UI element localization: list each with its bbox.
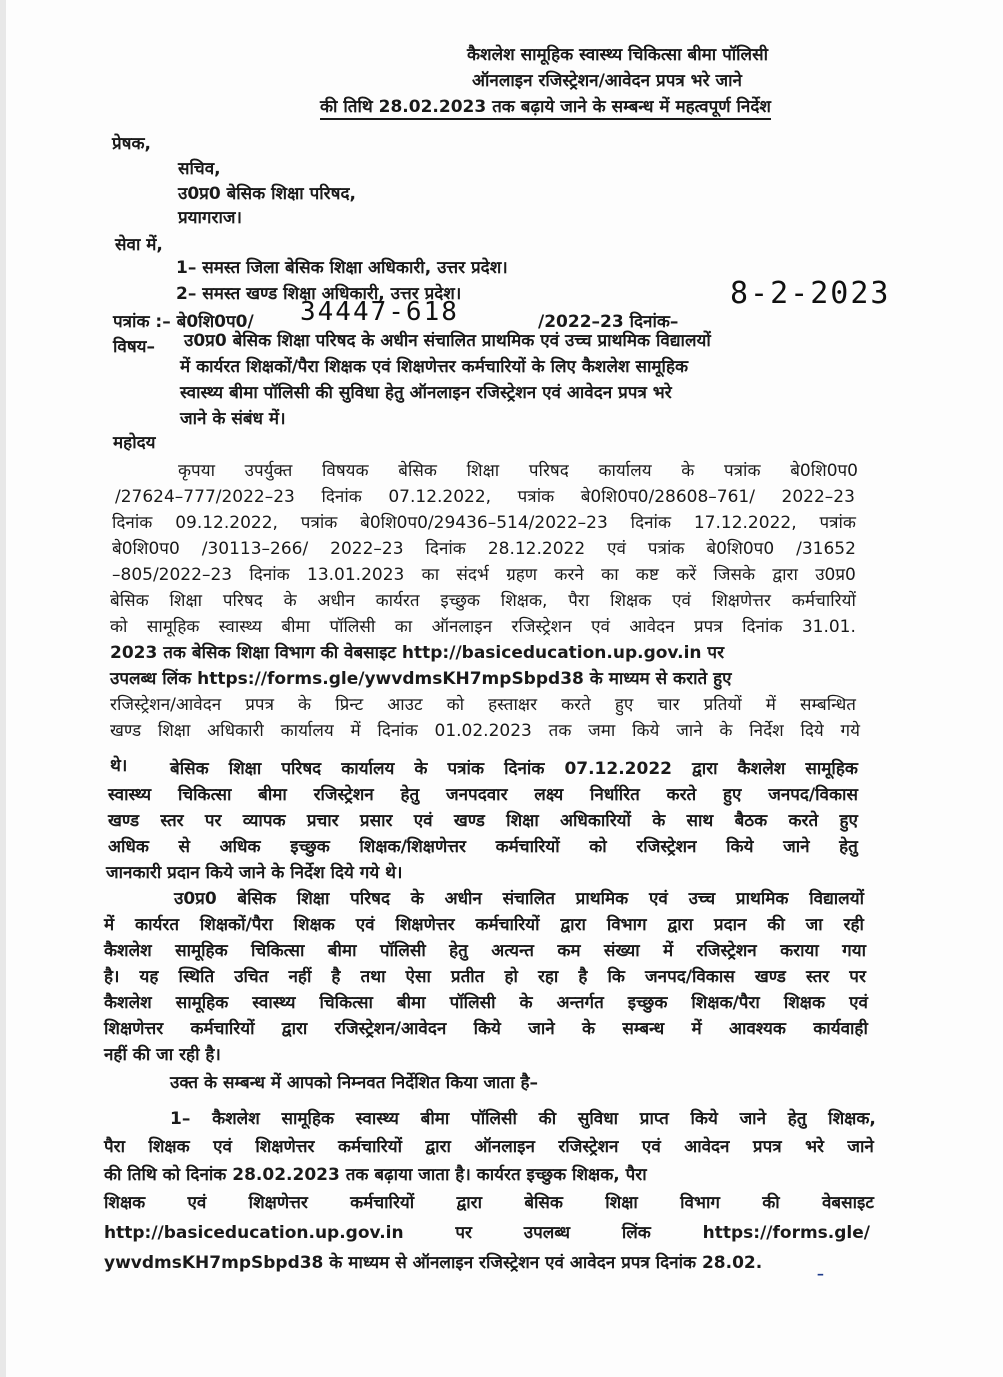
header-line-2: ऑनलाइन रजिस्ट्रेशन/आवेदन प्रपत्र भरे जाने	[472, 71, 742, 91]
para1-line: उपलब्ध लिंक https://forms.gle/ywvdmsKH7mpSbpd38 के माध्यम से कराते हुए	[110, 669, 732, 689]
handwritten-correction-mark: ˍ	[815, 1256, 826, 1277]
para3-line: शिक्षणेत्तर कर्मचारियों द्वारा रजिस्ट्रेशन/आवेदन किये जाने के सम्बन्ध में आवश्यक कार्यवाही	[104, 1019, 868, 1039]
sender-label: प्रेषक,	[112, 134, 152, 154]
para1-line: दिनांक 09.12.2022, पत्रांक बे0शि0प0/29436–514/2022–23 दिनांक 17.12.2022, पत्रांक	[112, 513, 856, 533]
sender-line-1: सचिव,	[178, 159, 221, 179]
point1-line: 1– कैशलेश सामूहिक स्वास्थ्य बीमा पॉलिसी की सुविधा प्राप्त किये जाने हेतु शिक्षक,	[170, 1109, 876, 1129]
para1-line: /27624–777/2022–23 दिनांक 07.12.2022, पत्रांक बे0शि0प0/28608–761/ 2022–23	[115, 487, 855, 507]
para4-intro: उक्त के सम्बन्ध में आपको निम्नवत निर्देशित किया जाता है–	[170, 1073, 539, 1093]
point1-line: शिक्षक एवं शिक्षणेत्तर कर्मचारियों द्वारा बेसिक शिक्षा विभाग की वेबसाइट	[104, 1193, 874, 1213]
point1-line: ywvdmsKH7mpSbpd38 के माध्यम से ऑनलाइन रजिस्ट्रेशन एवं आवेदन प्रपत्र दिनांक 28.02.	[104, 1253, 763, 1273]
para1-line: खण्ड शिक्षा अधिकारी कार्यालय में दिनांक 01.02.2023 तक जमा किये जाने के निर्देश दिये गये	[110, 721, 860, 741]
header-line-3-text: की तिथि 28.02.2023 तक बढ़ाये जाने के सम्बन्ध में महत्वपूर्ण निर्देश	[320, 97, 771, 120]
page-edge	[0, 0, 6, 1377]
point1-line: पैरा शिक्षक एवं शिक्षणेत्तर कर्मचारियों द्वारा ऑनलाइन रजिस्ट्रेशन एवं आवेदन प्रपत्र भरे जाने	[104, 1137, 874, 1157]
handwritten-date: 8-2-2023	[730, 276, 891, 311]
para1-line: बे0शि0प0 /30113–266/ 2022–23 दिनांक 28.12.2022 एवं पत्रांक बे0शि0प0 /31652	[112, 539, 856, 559]
para1-line: थे।	[110, 756, 128, 776]
point1-line: की तिथि को दिनांक 28.02.2023 तक बढ़ाया जाता है। कार्यरत इच्छुक शिक्षक, पैरा	[104, 1165, 647, 1185]
para1-line: 2023 तक बेसिक शिक्षा विभाग की वेबसाइट http://basiceducation.up.gov.in पर	[110, 643, 725, 663]
subject-line-4: जाने के संबंध में।	[180, 409, 286, 429]
para3-line: है। यह स्थिति उचित नहीं है तथा ऐसा प्रतीत हो रहा है कि जनपद/विकास खण्ड स्तर पर	[104, 967, 866, 987]
recipient-2: 2– समस्त खण्ड शिक्षा अधिकारी, उत्तर प्रदेश।	[176, 284, 462, 304]
para2-line: स्वास्थ्य चिकित्सा बीमा रजिस्ट्रेशन हेतु जनपदवार लक्ष्य निर्धारित करते हुए जनपद/विकास	[108, 785, 858, 805]
para2-line: अधिक से अधिक इच्छुक शिक्षक/शिक्षणेत्तर कर्मचारियों को रजिस्ट्रेशन किये जाने हेतु	[108, 837, 858, 857]
reference-year: /2022–23 दिनांक–	[538, 312, 679, 332]
sender-line-3: प्रयागराज।	[178, 208, 242, 228]
recipient-1: 1– समस्त जिला बेसिक शिक्षा अधिकारी, उत्तर प्रदेश।	[176, 258, 508, 278]
subject-label: विषय–	[113, 337, 156, 357]
para2-line: खण्ड स्तर पर व्यापक प्रचार प्रसार एवं खण्ड शिक्षा अधिकारियों के साथ बैठक करते हुए	[108, 811, 858, 831]
sender-line-2: उ0प्र0 बेसिक शिक्षा परिषद,	[178, 184, 356, 204]
para3-line: कैशलेश सामूहिक स्वास्थ्य चिकित्सा बीमा पॉलिसी के अन्तर्गत इच्छुक शिक्षक/पैरा शिक्षक एवं	[104, 993, 868, 1013]
subject-line-1: उ0प्र0 बेसिक शिक्षा परिषद के अधीन संचालित प्राथमिक एवं उच्च प्राथमिक विद्यालयों	[184, 331, 711, 351]
para3-line: कैशलेश सामूहिक चिकित्सा बीमा पॉलिसी हेतु अत्यन्त कम संख्या में रजिस्ट्रेशन कराया गया	[104, 941, 866, 961]
para1-line: रजिस्ट्रेशन/आवेदन प्रपत्र के प्रिन्ट आउट को हस्ताक्षर करते हुए चार प्रतियों में सम्बन्धित	[110, 695, 856, 715]
handwritten-letter-number: 34447-618	[300, 297, 459, 327]
para1-line: कृपया उपर्युक्त विषयक बेसिक शिक्षा परिषद कार्यालय के पत्रांक बे0शि0प0	[178, 461, 858, 481]
header-line-1: कैशलेश सामूहिक स्वास्थ्य चिकित्सा बीमा पॉलिसी	[467, 45, 768, 65]
reference-label: पत्रांक :– बे0शि0प0/	[113, 312, 254, 332]
para1-line: बेसिक शिक्षा परिषद के अधीन कार्यरत इच्छुक शिक्षक, पैरा शिक्षक एवं शिक्षणेत्तर कर्मचारियों	[110, 591, 856, 611]
para3-line: नहीं की जा रही है।	[104, 1045, 221, 1065]
subject-line-3: स्वास्थ्य बीमा पॉलिसी की सुविधा हेतु ऑनलाइन रजिस्ट्रेशन एवं आवेदन प्रपत्र भरे	[180, 383, 672, 403]
point1-line: http://basiceducation.up.gov.in पर उपलब्ध लिंक https://forms.gle/	[104, 1223, 870, 1243]
para2-line: जानकारी प्रदान किये जाने के निर्देश दिये गये थे।	[106, 863, 403, 883]
para2-line: बेसिक शिक्षा परिषद कार्यालय के पत्रांक दिनांक 07.12.2022 द्वारा कैशलेश सामूहिक	[170, 759, 858, 779]
salutation: महोदय	[113, 433, 156, 453]
para1-line: –805/2022–23 दिनांक 13.01.2023 का संदर्भ ग्रहण करने का कष्ट करें जिसके द्वारा उ0प्र0	[112, 565, 856, 585]
para1-line: को सामूहिक स्वास्थ्य बीमा पॉलिसी का ऑनलाइन रजिस्ट्रेशन एवं आवेदन प्रपत्र दिनांक 31.01.	[110, 617, 856, 637]
subject-line-2: में कार्यरत शिक्षकों/पैरा शिक्षक एवं शिक्षणेत्तर कर्मचारियों के लिए कैशलेश सामूहिक	[180, 357, 689, 377]
header-line-3	[320, 96, 771, 118]
recipients-label: सेवा में,	[115, 235, 163, 255]
para3-line: में कार्यरत शिक्षकों/पैरा शिक्षक एवं शिक्षणेत्तर कर्मचारियों द्वारा विभाग द्वारा प्रदान की जा रही	[104, 915, 864, 935]
para3-line: उ0प्र0 बेसिक शिक्षा परिषद के अधीन संचालित प्राथमिक एवं उच्च प्राथमिक विद्यालयों	[174, 889, 864, 909]
